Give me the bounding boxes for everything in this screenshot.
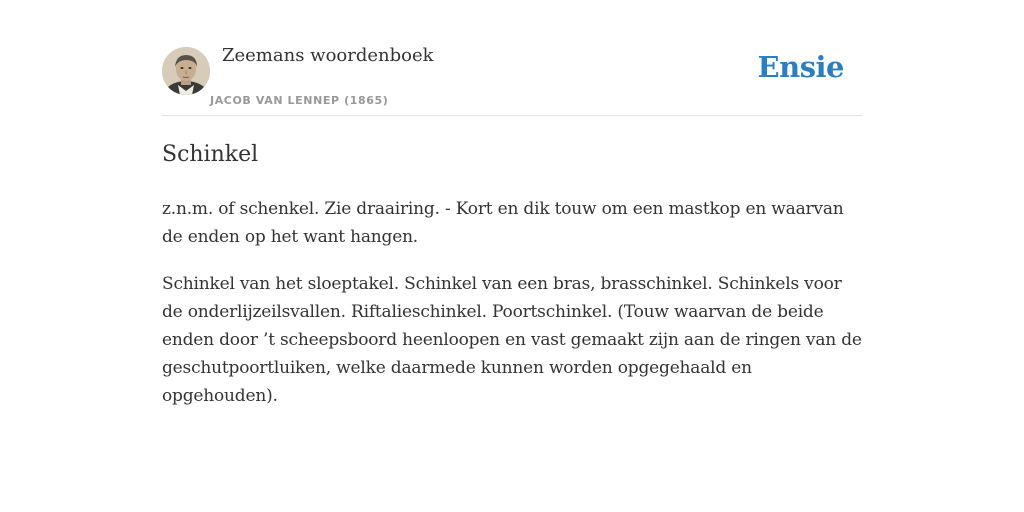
entry-paragraph: Schinkel van het sloeptakel. Schinkel van een bras, brasschinkel. Schinkels voor de onderlijzeilsvallen. Riftalieschinkel. Poortschinkel. (Touw waarvan de beide enden door ’t scheepsboord heenloopen en vast gemaakt zijn aan de ringen van de geschutpoortluiken, welke daarmede kunnen worden opgegehaald en opgehouden). bbox=[162, 274, 862, 406]
entry-paragraph: z.n.m. of schenkel. Zie draairing. - Kort en dik touw om een mastkop en waarvan de enden op het want hangen. bbox=[162, 199, 844, 247]
author-name[interactable]: JACOB VAN LENNEP (1865) bbox=[210, 94, 389, 107]
entry-content bbox=[162, 140, 862, 429]
ensie-logo[interactable]: Ensie bbox=[757, 50, 844, 84]
entry-title: Schinkel bbox=[162, 142, 259, 167]
author-avatar[interactable] bbox=[162, 47, 210, 95]
header bbox=[162, 0, 862, 116]
portrait-icon bbox=[162, 47, 210, 95]
book-title[interactable]: Zeemans woordenboek bbox=[222, 45, 434, 66]
